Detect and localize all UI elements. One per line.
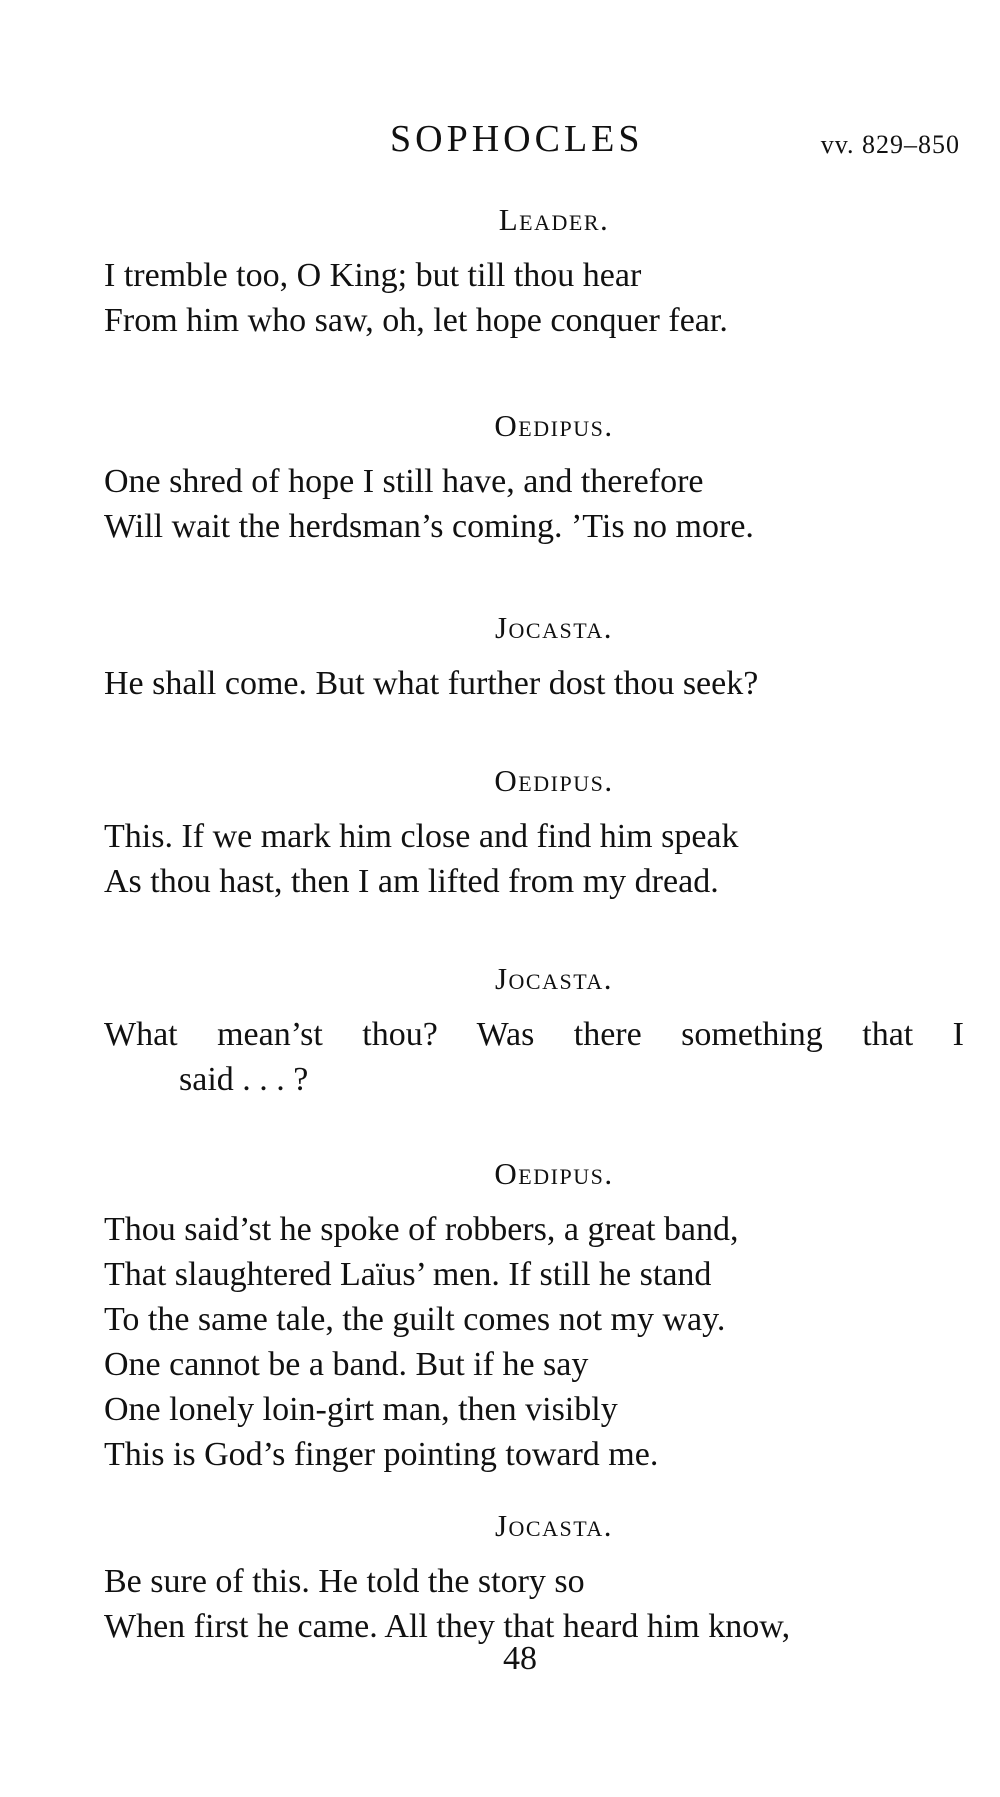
- verse-line: What mean’st thou? Was there something that I: [104, 1016, 964, 1053]
- speech-oedipus: [104, 410, 984, 549]
- speech-oedipus: [104, 765, 984, 904]
- verse-line: Thou said’st he spoke of robbers, a great band,: [104, 1211, 739, 1248]
- speech-jocasta: [104, 1510, 984, 1649]
- verse-line: Will wait the herdsman’s coming. ’Tis no more.: [104, 508, 754, 545]
- speech-oedipus: [104, 1158, 984, 1477]
- verse-line: Be sure of this. He told the story so: [104, 1563, 585, 1600]
- speaker-name: Jocasta.: [494, 961, 614, 996]
- speaker-name: Oedipus.: [494, 408, 614, 443]
- verse-line: From him who saw, oh, let hope conquer fear.: [104, 302, 728, 339]
- verse-line: This is God’s finger pointing toward me.: [104, 1436, 659, 1473]
- speech-jocasta: [104, 612, 984, 706]
- verse-range: vv. 829–850: [820, 130, 960, 159]
- verse-line: This. If we mark him close and find him speak: [104, 818, 739, 855]
- verse-line: He shall come. But what further dost thou seek?: [104, 665, 759, 702]
- speaker-name: Leader.: [498, 202, 610, 237]
- running-title: SOPHOCLES: [390, 118, 644, 160]
- verse-line-continuation: said . . . ?: [179, 1061, 309, 1098]
- speaker-name: Jocasta.: [494, 610, 614, 645]
- verse-line: One shred of hope I still have, and therefore: [104, 463, 704, 500]
- verse-line: That slaughtered Laïus’ men. If still he stand: [104, 1256, 712, 1293]
- speech-leader: [104, 204, 984, 343]
- page-number: 48: [503, 1640, 537, 1677]
- verse-line: To the same tale, the guilt comes not my way.: [104, 1301, 726, 1338]
- verse-line: One lonely loin-girt man, then visibly: [104, 1391, 618, 1428]
- verse-line: As thou hast, then I am lifted from my dread.: [104, 863, 719, 900]
- verse-line: One cannot be a band. But if he say: [104, 1346, 589, 1383]
- speaker-name: Oedipus.: [494, 763, 614, 798]
- speech-jocasta: [104, 963, 984, 1102]
- speaker-name: Oedipus.: [494, 1156, 614, 1191]
- running-head: [0, 120, 1000, 180]
- speaker-name: Jocasta.: [494, 1508, 614, 1543]
- verse-line: I tremble too, O King; but till thou hear: [104, 257, 642, 294]
- verse-line: When first he came. All they that heard him know,: [104, 1608, 791, 1645]
